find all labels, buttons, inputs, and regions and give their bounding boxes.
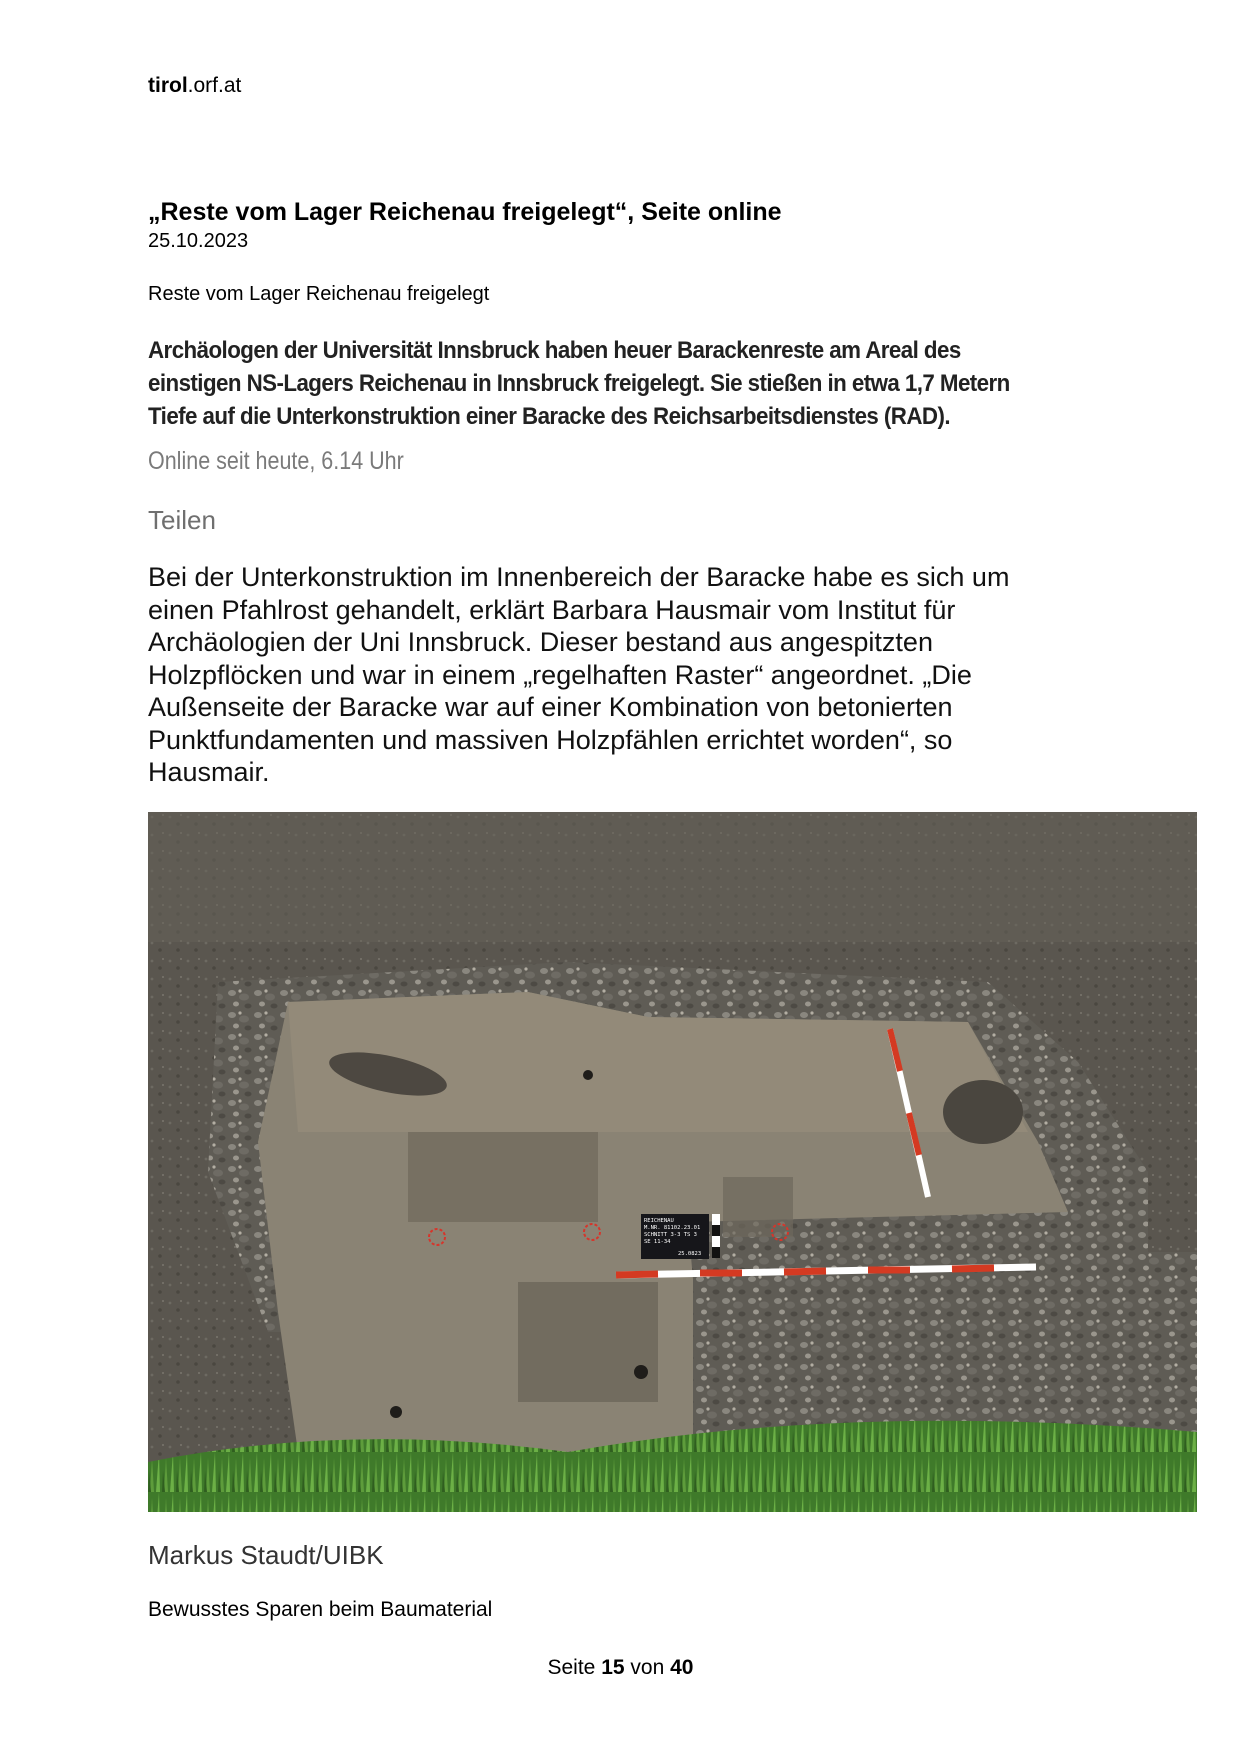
page-total: 40 — [670, 1656, 694, 1679]
body-line: einen Pfahlrost gehandelt, erklärt Barbara Hausmair vom Institut für — [148, 594, 956, 625]
site-name-domain: .orf.at — [187, 74, 242, 97]
excavation-photo — [148, 812, 1197, 1512]
page-footer — [0, 1656, 1241, 1680]
article-subtitle: Reste vom Lager Reichenau freigelegt — [148, 283, 490, 305]
body-line: Punktfundamenten und massiven Holzpfählen errichtet worden“, so — [148, 724, 953, 755]
page-separator: von — [630, 1656, 665, 1679]
article-headline: „Reste vom Lager Reichenau freigelegt“, Seite online — [148, 198, 782, 226]
article-lead: Archäologen der Universität Innsbruck haben heuer Barackenreste am Areal des einstigen NS-Lagers Reichenau in Innsbruck freigelegt. Sie stießen in etwa 1,7 Metern Tiefe auf die Unterkonstruktion einer Baracke des Reichsarbeitsdienstes (RAD). — [148, 337, 1010, 430]
section-heading: Bewusstes Sparen beim Baumaterial — [148, 1598, 493, 1621]
body-line: Holzpflöcken und war in einem „regelhaften Raster“ angeordnet. „Die — [148, 659, 972, 690]
page-prefix: Seite — [547, 1656, 596, 1679]
body-line: Hausmair. — [148, 757, 270, 787]
body-line: Außenseite der Baracke war auf einer Kombination von betonierten — [148, 692, 953, 722]
board-line: SCHNITT 3-3 TS 3 — [644, 1232, 697, 1238]
article-body — [148, 561, 1108, 789]
photo-credit: Markus Staudt/UIBK — [148, 1540, 384, 1570]
site-logo[interactable] — [148, 74, 241, 98]
site-name-bold: tirol — [148, 74, 188, 97]
body-line: Bei der Unterkonstruktion im Innenbereich der Baracke habe es sich um — [148, 562, 1010, 592]
article-date: 25.10.2023 — [148, 230, 249, 252]
board-line: 25.0823 — [678, 1251, 702, 1257]
board-line: REICHENAU — [644, 1218, 674, 1224]
share-button[interactable]: Teilen — [148, 505, 216, 535]
online-timestamp: Online seit heute, 6.14 Uhr — [148, 447, 404, 475]
body-line: Archäologien der Uni Innsbruck. Dieser bestand aus angespitzten — [148, 627, 933, 657]
board-line: SE 11-34 — [644, 1239, 671, 1245]
board-line: M.NR. 81102.23.01 — [644, 1225, 701, 1231]
page-current: 15 — [601, 1656, 625, 1679]
